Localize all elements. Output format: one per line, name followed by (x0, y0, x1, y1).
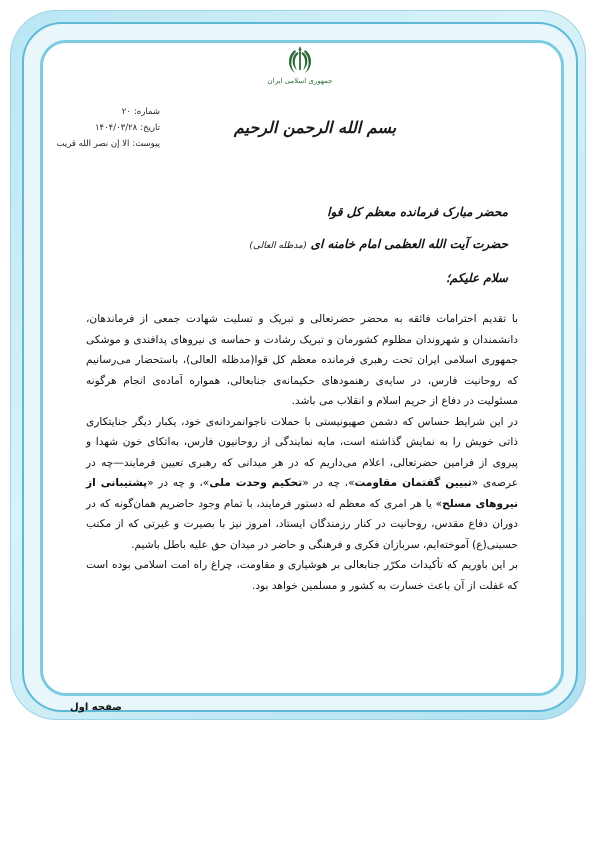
attachment-value: الا إن نصر الله قریب (56, 139, 130, 149)
letter-number (57, 104, 161, 120)
basmala-heading: بسم الله الرحمن الرحیم (233, 118, 397, 137)
attachment-label: پیوست: (132, 139, 160, 149)
addressee-block (68, 196, 508, 294)
addressee-line-2 (68, 228, 508, 262)
number-label: شماره: (133, 107, 160, 117)
letter-date (57, 120, 161, 136)
addressee-line-1: محضر مبارک فرمانده معظم کل قوا (327, 205, 508, 219)
p2-part-e: » یا هر امری که معظم له دستور فرمایند، با تمام وجود حاضریم همان‌گونه که در دوران دفاع مقدس، روحانیت در کنار رزمندگان ایستاد، امروز نیز با بصیرت و غیرتی که از مکتب حسینی(ع) آموخته‌ایم، سربازان فکری و فرهنگی و حاضر در میدان حق علیه باطل باشیم. (86, 497, 518, 551)
salutation: سلام علیکم؛ (445, 271, 508, 285)
body-paragraph-2 (86, 412, 518, 556)
p2-bold-3: پشتیبانی از نیروهای مسلح (86, 477, 518, 510)
letter-body (86, 309, 518, 596)
letter-attachment (57, 136, 161, 152)
p2-part-d: »، و چه در « (147, 477, 210, 489)
date-label: تاریخ: (140, 123, 160, 133)
addressee-honorific: (مدظله العالی) (249, 241, 307, 251)
date-value: ۱۴۰۴/۰۳/۲۸ (94, 123, 138, 133)
emblem-icon (285, 44, 315, 76)
number-value: ۲۰ (121, 107, 131, 117)
letter-metadata (57, 104, 161, 152)
iran-emblem (267, 44, 333, 94)
p2-part-c: »، چه در « (302, 477, 355, 489)
addressee-name: حضرت آیت الله العظمی امام خامنه ای (310, 237, 508, 251)
p2-bold-1: تبیین گفتمان مقاومت (354, 477, 472, 489)
body-paragraph-1: با تقدیم احترامات فائقه به محضر حضرتعالی و تبریک و تسلیت شهادت جمعی از فرماندهان، دانشمندان و شهروندان مظلوم کشورمان و تبریک رشادت و حماسه ی نیروهای پدافندی و موشکی جمهوری اسلامی ایران تحت رهبری فرمانده معظم کل قوا(مدظله العالی)، باستحضار می‌رسانیم که روحانیت فارس، در سایه‌ی رهنمودهای حکیمانه‌ی جنابعالی، همواره آماده‌ی انجام هرگونه مسئولیت در دفاع از حریم اسلام و انقلاب می باشد. (86, 313, 518, 407)
page-number-label: صفحه اول (70, 702, 122, 713)
p2-bold-2: تحکیم وحدت ملی (209, 477, 303, 489)
emblem-caption: جمهوری اسلامی ایران (267, 77, 333, 85)
body-paragraph-3: بر این باوریم که تأکیدات مکرّر جنابعالی بر هوشیاری و مقاومت، چراغ راه امت اسلامی بوده است که غفلت از آن باعث خسارت به کشور و مسلمین خواهد بود. (86, 559, 518, 592)
p2-part-a: در این شرایط حساس که دشمن صهیونیستی با حملات ناجوانمردانه‌ی خود، یکبار دیگر جنایتکاری ذاتی خویش را به نمایش گذاشته است، مایه نمایندگی از روحانیون فارس، به‌اتکای خون شهدا و پیروی از فرامین حضرتعالی، اعلام می‌داریم که در هر میدانی که رهبری تعیین فرمایند—چه در عرصه‌ی « (86, 415, 519, 489)
